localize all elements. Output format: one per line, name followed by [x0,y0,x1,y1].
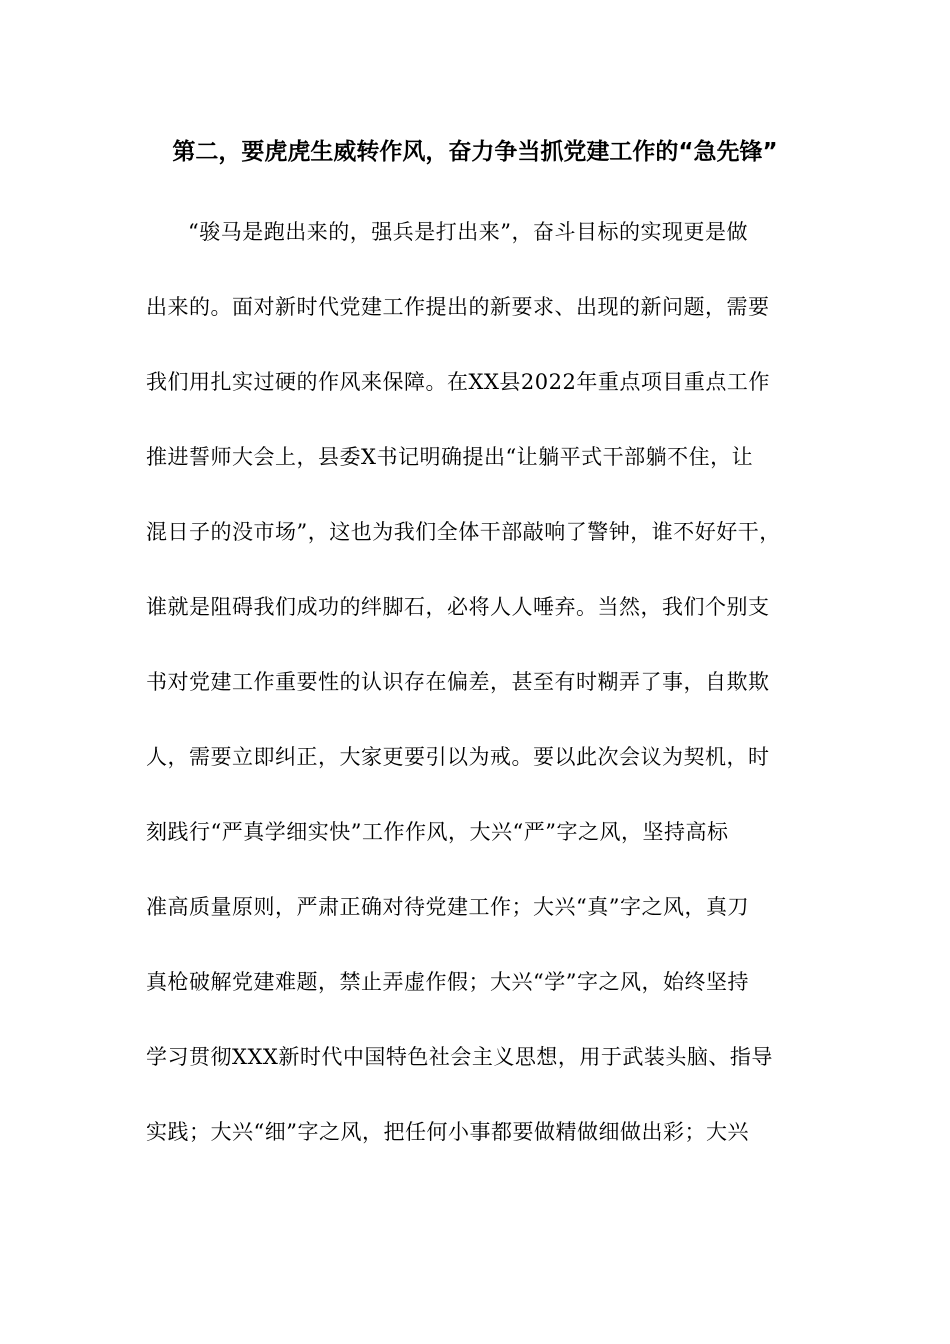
paragraph-line: 真枪破解党建难题，禁止弄虚作假；大兴“学”字之风，始终坚持 [146,970,749,994]
paragraph-line: 准高质量原则，严肃正确对待党建工作；大兴“真”字之风，真刀 [146,895,749,919]
paragraph-line: 出来的。面对新时代党建工作提出的新要求、出现的新问题，需要 [146,295,770,319]
paragraph-line: 学习贯彻XXX新时代中国特色社会主义思想，用于武装头脑、指导 [146,1045,773,1069]
paragraph-line: 刻践行“严真学细实快”工作作风，大兴“严”字之风，坚持高标 [146,820,729,844]
paragraph-line: 实践；大兴“细”字之风，把任何小事都要做精做细做出彩；大兴 [146,1120,749,1144]
paragraph-line: 人，需要立即纠正，大家更要引以为戒。要以此次会议为契机，时 [146,745,770,769]
paragraph-line: 推进誓师大会上，县委X书记明确提出“让躺平式干部躺不住，让 [146,445,754,469]
paragraph-line: 混日子的没市场”，这也为我们全体干部敲响了警钟，谁不好好干， [146,520,781,544]
section-heading: 第二，要虎虎生威转作风，奋力争当抓党建工作的“急先锋” [172,139,778,165]
paragraph-line: “骏马是跑出来的，强兵是打出来”，奋斗目标的实现更是做 [188,220,748,244]
paragraph-line: 谁就是阻碍我们成功的绊脚石，必将人人唾弃。当然，我们个别支 [146,595,770,619]
paragraph-line: 书对党建工作重要性的认识存在偏差，甚至有时糊弄了事，自欺欺 [146,670,770,694]
body-paragraph [146,214,806,1189]
paragraph-line: 我们用扎实过硬的作风来保障。在XX县2022年重点项目重点工作 [146,370,770,394]
